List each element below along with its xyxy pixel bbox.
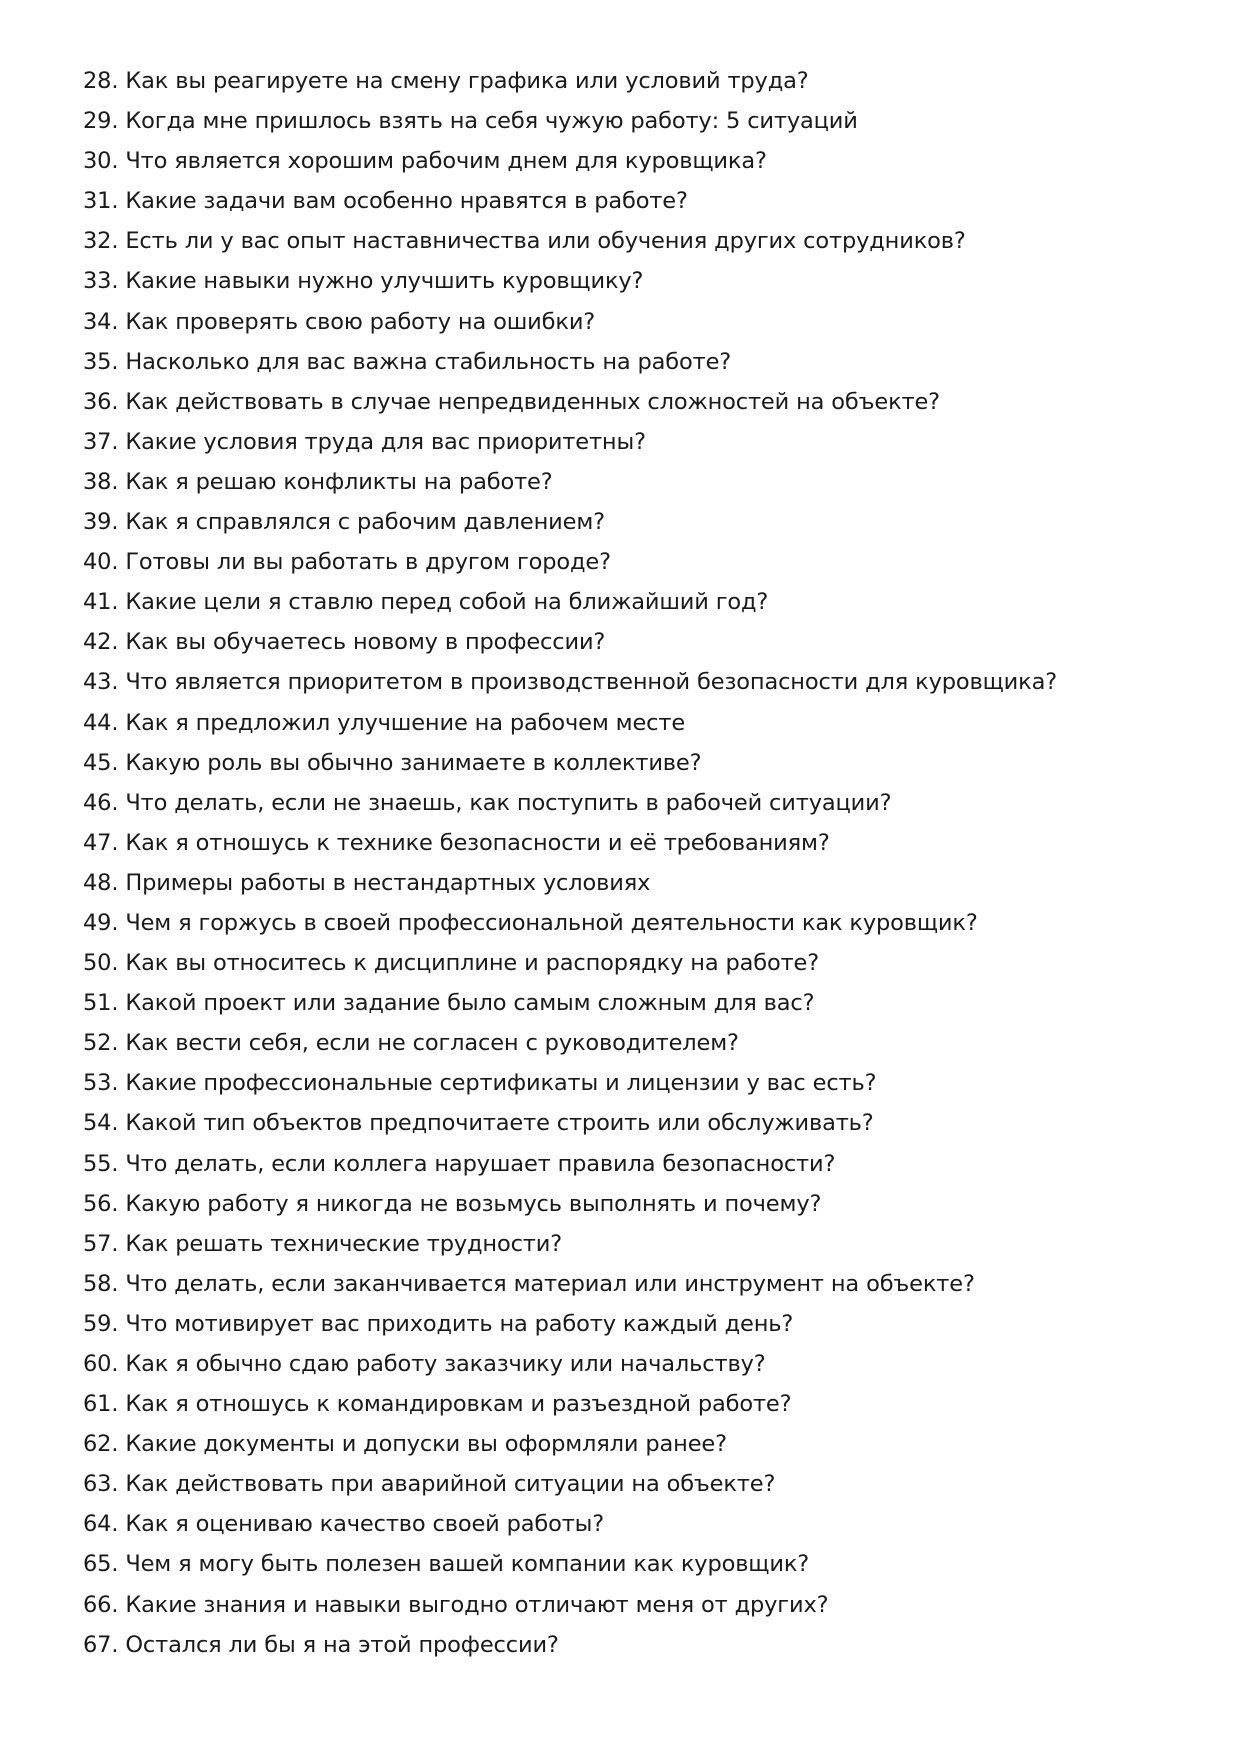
list-item <box>83 422 1183 462</box>
list-item <box>83 1063 1183 1103</box>
item-number: 36. <box>83 388 119 415</box>
item-number: 51. <box>83 990 119 1017</box>
item-number: 56. <box>83 1190 119 1217</box>
list-item <box>83 141 1183 181</box>
item-text: Что является приоритетом в производственной безопасности для куровщика? <box>125 669 1058 696</box>
item-text: Как действовать при аварийной ситуации на объекте? <box>125 1471 776 1498</box>
item-number: 58. <box>83 1270 119 1297</box>
list-item <box>83 622 1183 662</box>
item-number: 42. <box>83 629 119 656</box>
item-text: Какие цели я ставлю перед собой на ближайший год? <box>125 589 769 616</box>
item-number: 49. <box>83 909 119 936</box>
list-item <box>83 302 1183 342</box>
list-item <box>83 1023 1183 1063</box>
item-text: Что мотивирует вас приходить на работу каждый день? <box>125 1310 794 1337</box>
item-number: 34. <box>83 308 119 335</box>
item-text: Что делать, если заканчивается материал или инструмент на объекте? <box>125 1270 975 1297</box>
item-number: 40. <box>83 549 119 576</box>
item-number: 57. <box>83 1230 119 1257</box>
item-number: 28. <box>83 68 119 94</box>
item-number: 65. <box>83 1551 119 1578</box>
list-item <box>83 342 1183 382</box>
item-number: 66. <box>83 1591 119 1618</box>
item-text: Какие документы и допуски вы оформляли ранее? <box>125 1431 727 1458</box>
item-text: Как проверять свою работу на ошибки? <box>125 308 596 335</box>
list-item <box>83 1585 1183 1625</box>
list-item <box>83 703 1183 743</box>
item-number: 64. <box>83 1511 119 1538</box>
item-number: 62. <box>83 1431 119 1458</box>
list-item <box>83 1504 1183 1544</box>
item-text: Насколько для вас важна стабильность на работе? <box>125 348 732 375</box>
item-text: Как я предложил улучшение на рабочем месте <box>125 709 686 736</box>
item-number: 43. <box>83 669 119 696</box>
item-number: 41. <box>83 589 119 616</box>
item-text: Что делать, если коллега нарушает правила безопасности? <box>125 1150 836 1177</box>
item-text: Как я отношусь к технике безопасности и её требованиям? <box>125 829 830 856</box>
item-number: 32. <box>83 228 119 255</box>
item-number: 61. <box>83 1391 119 1418</box>
list-item <box>83 382 1183 422</box>
item-text: Какую работу я никогда не возьмусь выполнять и почему? <box>125 1190 822 1217</box>
list-item <box>83 983 1183 1023</box>
list-item <box>83 261 1183 301</box>
item-number: 46. <box>83 789 119 816</box>
item-number: 54. <box>83 1110 119 1137</box>
item-text: Какие знания и навыки выгодно отличают меня от других? <box>125 1591 829 1618</box>
list-item <box>83 462 1183 502</box>
list-item <box>83 502 1183 542</box>
item-text: Как я отношусь к командировкам и разъездной работе? <box>125 1391 792 1418</box>
item-number: 39. <box>83 509 119 536</box>
item-text: Остался ли бы я на этой профессии? <box>125 1631 559 1658</box>
item-number: 63. <box>83 1471 119 1498</box>
list-item <box>83 1344 1183 1384</box>
item-number: 30. <box>83 148 119 175</box>
list-item <box>83 1103 1183 1143</box>
item-number: 31. <box>83 188 119 215</box>
item-text: Что делать, если не знаешь, как поступить в рабочей ситуации? <box>125 789 892 816</box>
list-item <box>83 1424 1183 1464</box>
item-text: Как я оцениваю качество своей работы? <box>125 1511 605 1538</box>
list-item <box>83 1304 1183 1344</box>
item-number: 48. <box>83 869 119 896</box>
item-text: Когда мне пришлось взять на себя чужую работу: 5 ситуаций <box>125 108 858 135</box>
item-number: 33. <box>83 268 119 295</box>
item-text: Есть ли у вас опыт наставничества или обучения других сотрудников? <box>125 228 966 255</box>
list-item <box>83 101 1183 141</box>
item-text: Что является хорошим рабочим днем для куровщика? <box>125 148 767 175</box>
list-item <box>83 221 1183 261</box>
item-text: Примеры работы в нестандартных условиях <box>125 869 651 896</box>
list-item <box>83 662 1183 702</box>
item-text: Как вы реагируете на смену графика или условий труда? <box>125 68 809 94</box>
list-item <box>83 1224 1183 1264</box>
item-text: Готовы ли вы работать в другом городе? <box>125 549 611 576</box>
item-number: 59. <box>83 1310 119 1337</box>
list-item <box>83 1625 1183 1665</box>
item-text: Чем я горжусь в своей профессиональной деятельности как куровщик? <box>125 909 978 936</box>
list-item <box>83 542 1183 582</box>
item-text: Какие условия труда для вас приоритетны? <box>125 428 646 455</box>
question-list <box>83 61 1183 1665</box>
list-item <box>83 743 1183 783</box>
item-number: 44. <box>83 709 119 736</box>
item-text: Как вести себя, если не согласен с руководителем? <box>125 1030 739 1057</box>
item-text: Какую роль вы обычно занимаете в коллективе? <box>125 749 702 776</box>
item-number: 35. <box>83 348 119 375</box>
list-item <box>83 1184 1183 1224</box>
item-text: Как вы обучаетесь новому в профессии? <box>125 629 606 656</box>
list-item <box>83 903 1183 943</box>
item-text: Какие навыки нужно улучшить куровщику? <box>125 268 644 295</box>
item-text: Как решать технические трудности? <box>125 1230 563 1257</box>
item-number: 60. <box>83 1351 119 1377</box>
item-number: 38. <box>83 468 119 495</box>
item-text: Как я решаю конфликты на работе? <box>125 468 553 495</box>
item-text: Как действовать в случае непредвиденных сложностей на объекте? <box>125 388 940 415</box>
list-item <box>83 1384 1183 1424</box>
item-number: 52. <box>83 1030 119 1057</box>
item-number: 67. <box>83 1631 119 1658</box>
item-text: Какой проект или задание было самым сложным для вас? <box>125 990 815 1017</box>
item-text: Какой тип объектов предпочитаете строить или обслуживать? <box>125 1110 874 1137</box>
list-item <box>83 1144 1183 1184</box>
item-text: Чем я могу быть полезен вашей компании как куровщик? <box>125 1551 810 1578</box>
item-text: Как вы относитесь к дисциплине и распорядку на работе? <box>125 950 820 977</box>
list-item <box>83 582 1183 622</box>
list-item <box>83 1264 1183 1304</box>
list-item <box>83 863 1183 903</box>
list-item <box>83 61 1183 101</box>
list-item <box>83 181 1183 221</box>
item-number: 45. <box>83 749 119 776</box>
list-item <box>83 1544 1183 1584</box>
list-item <box>83 823 1183 863</box>
item-text: Какие задачи вам особенно нравятся в работе? <box>125 188 688 215</box>
item-text: Как я справлялся с рабочим давлением? <box>125 509 605 536</box>
list-item <box>83 1464 1183 1504</box>
item-number: 53. <box>83 1070 119 1097</box>
item-number: 37. <box>83 428 119 455</box>
item-number: 47. <box>83 829 119 856</box>
list-item <box>83 783 1183 823</box>
item-number: 55. <box>83 1150 119 1177</box>
list-item <box>83 943 1183 983</box>
item-number: 50. <box>83 950 119 977</box>
item-text: Как я обычно сдаю работу заказчику или начальству? <box>125 1351 766 1377</box>
item-number: 29. <box>83 108 119 135</box>
item-text: Какие профессиональные сертификаты и лицензии у вас есть? <box>125 1070 877 1097</box>
